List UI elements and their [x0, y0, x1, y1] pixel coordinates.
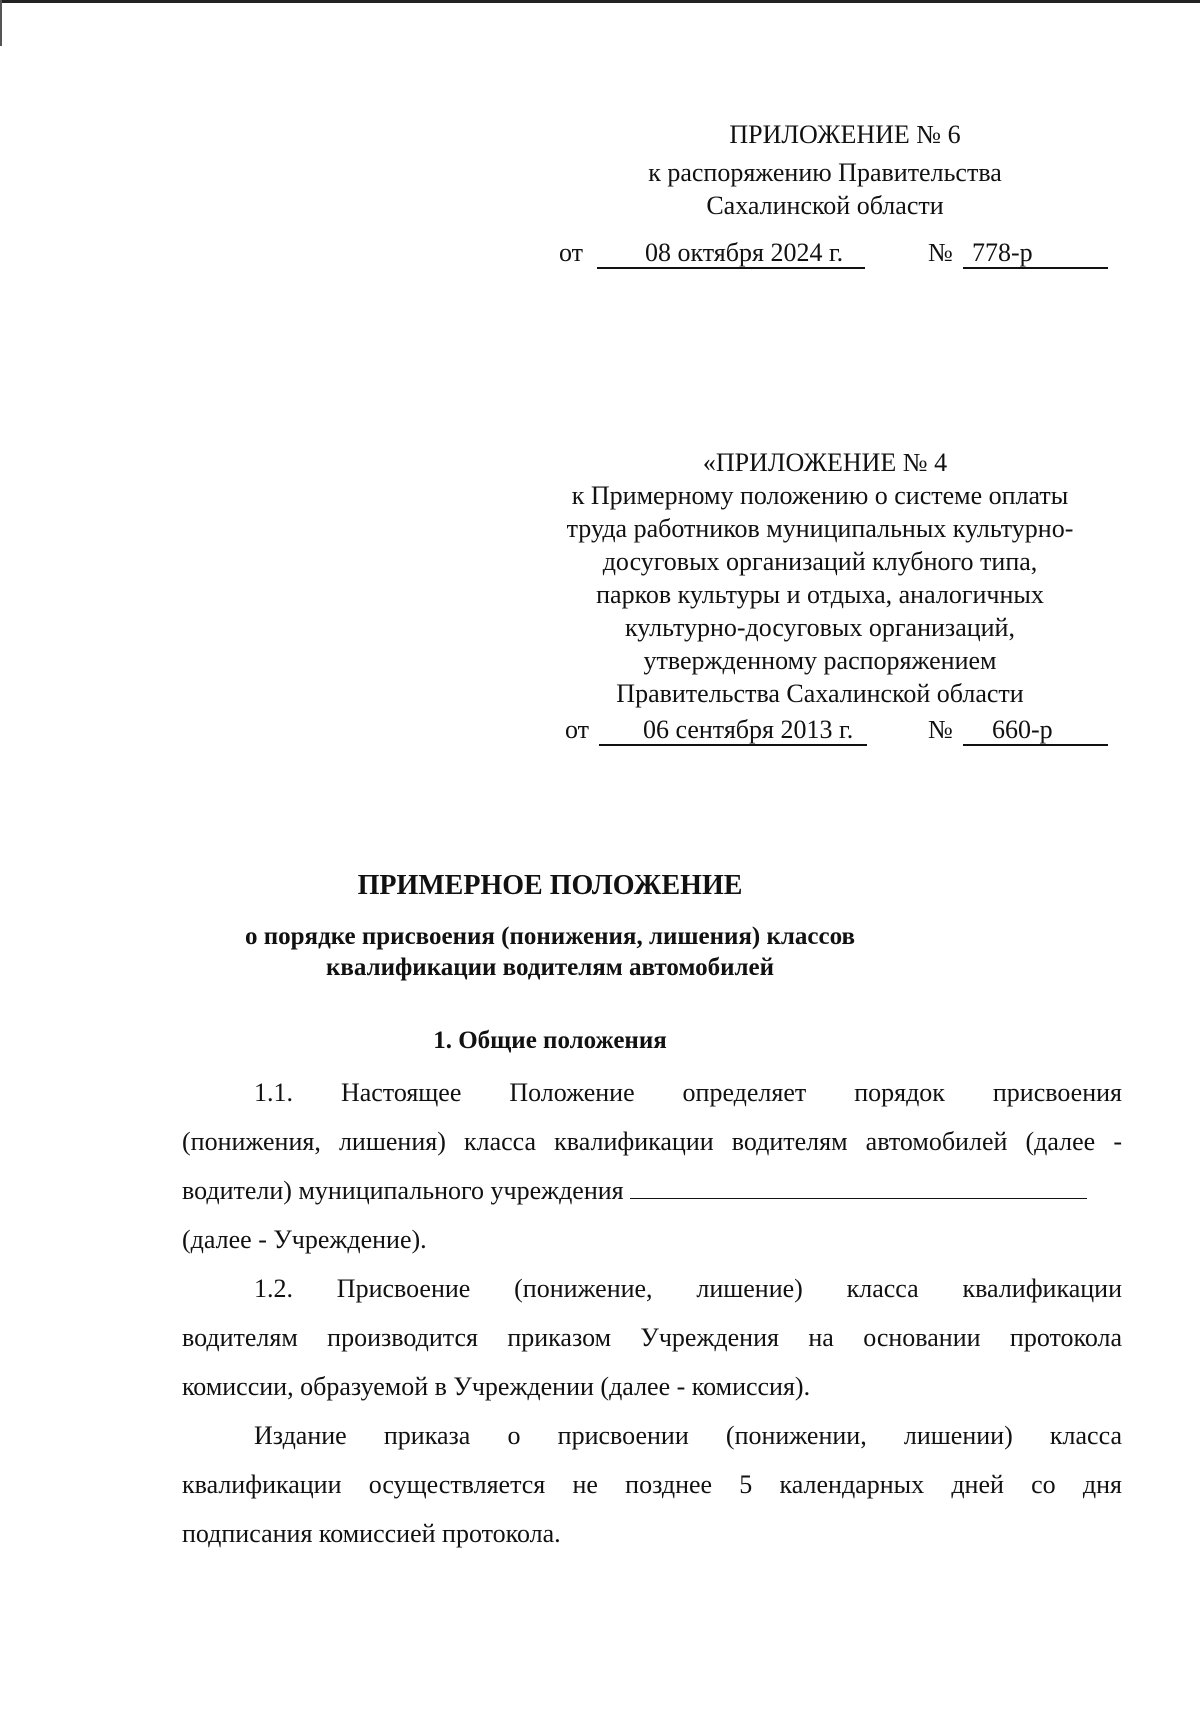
appendix-4-line: к Примерному положению о системе оплаты	[571, 481, 1069, 510]
appendix-6-number: 778-р	[972, 238, 1033, 267]
paragraph-1-1-line4: (далее - Учреждение).	[182, 1225, 427, 1254]
from-label: от	[565, 715, 590, 744]
number-underline	[963, 744, 1108, 746]
appendix-4-line: досуговых организаций клубного типа,	[602, 547, 1038, 576]
appendix-4-line: Правительства Сахалинской области	[616, 679, 1024, 708]
paragraph-1-2-line1: 1.2. Присвоение (понижение, лишение) класса квалификации	[254, 1274, 1122, 1303]
appendix-4-block	[535, 446, 1105, 710]
number-underline	[963, 267, 1108, 269]
paragraph-1-1-line2: (понижения, лишения) класса квалификации водителям автомобилей (далее -	[182, 1127, 1122, 1156]
appendix-4-title: «ПРИЛОЖЕНИЕ № 4	[702, 448, 948, 477]
appendix-6-line2: Сахалинской области	[706, 191, 944, 220]
document-subtitle-line1: о порядке присвоения (понижения, лишения) классов	[245, 923, 855, 950]
section-title: 1. Общие положения	[433, 1027, 667, 1054]
date-underline	[599, 744, 867, 746]
section-1-body	[182, 1068, 1122, 1558]
appendix-4-line: культурно-досуговых организаций,	[625, 613, 1015, 642]
appendix-4-number: 660-р	[992, 715, 1053, 744]
appendix-4-line: труда работников муниципальных культурно-	[566, 514, 1074, 543]
appendix-6-line1: к распоряжению Правительства	[648, 158, 1002, 187]
paragraph-1-1-line3	[182, 1166, 1122, 1215]
paragraph-1-1-line1: 1.1. Настоящее Положение определяет порядок присвоения	[254, 1078, 1122, 1107]
appendix-4-date-row	[555, 715, 1115, 748]
document-subtitle-line2: квалификации водителям автомобилей	[325, 954, 775, 981]
paragraph-1-2-line3: комиссии, образуемой в Учреждении (далее - комиссия).	[182, 1372, 811, 1401]
paragraph-1-1-line3-text: водители) муниципального учреждения	[182, 1176, 624, 1205]
paragraph-3-line3: подписания комиссией протокола.	[182, 1519, 561, 1548]
scan-top-edge	[0, 0, 1200, 3]
institution-name-blank	[630, 1197, 1087, 1199]
appendix-6-block	[560, 118, 1090, 222]
number-label: №	[928, 238, 953, 267]
date-underline	[597, 267, 865, 269]
number-label: №	[928, 715, 953, 744]
appendix-6-date-row	[555, 238, 1115, 271]
appendix-4-line: парков культуры и отдыха, аналогичных	[596, 580, 1044, 609]
appendix-4-date: 06 сентября 2013 г.	[643, 715, 854, 744]
paragraph-3-line2: квалификации осуществляется не позднее 5 календарных дней со дня	[182, 1470, 1122, 1499]
appendix-4-line: утвержденному распоряжением	[643, 646, 997, 675]
scan-left-edge	[0, 0, 2, 46]
appendix-6-title: ПРИЛОЖЕНИЕ № 6	[729, 120, 961, 149]
paragraph-1-2-line2: водителям производится приказом Учреждения на основании протокола	[182, 1323, 1122, 1352]
paragraph-3-line1: Издание приказа о присвоении (понижении, лишении) класса	[254, 1421, 1122, 1450]
appendix-6-date: 08 октября 2024 г.	[645, 238, 844, 267]
document-title: ПРИМЕРНОЕ ПОЛОЖЕНИЕ	[357, 870, 743, 901]
from-label: от	[559, 238, 584, 267]
